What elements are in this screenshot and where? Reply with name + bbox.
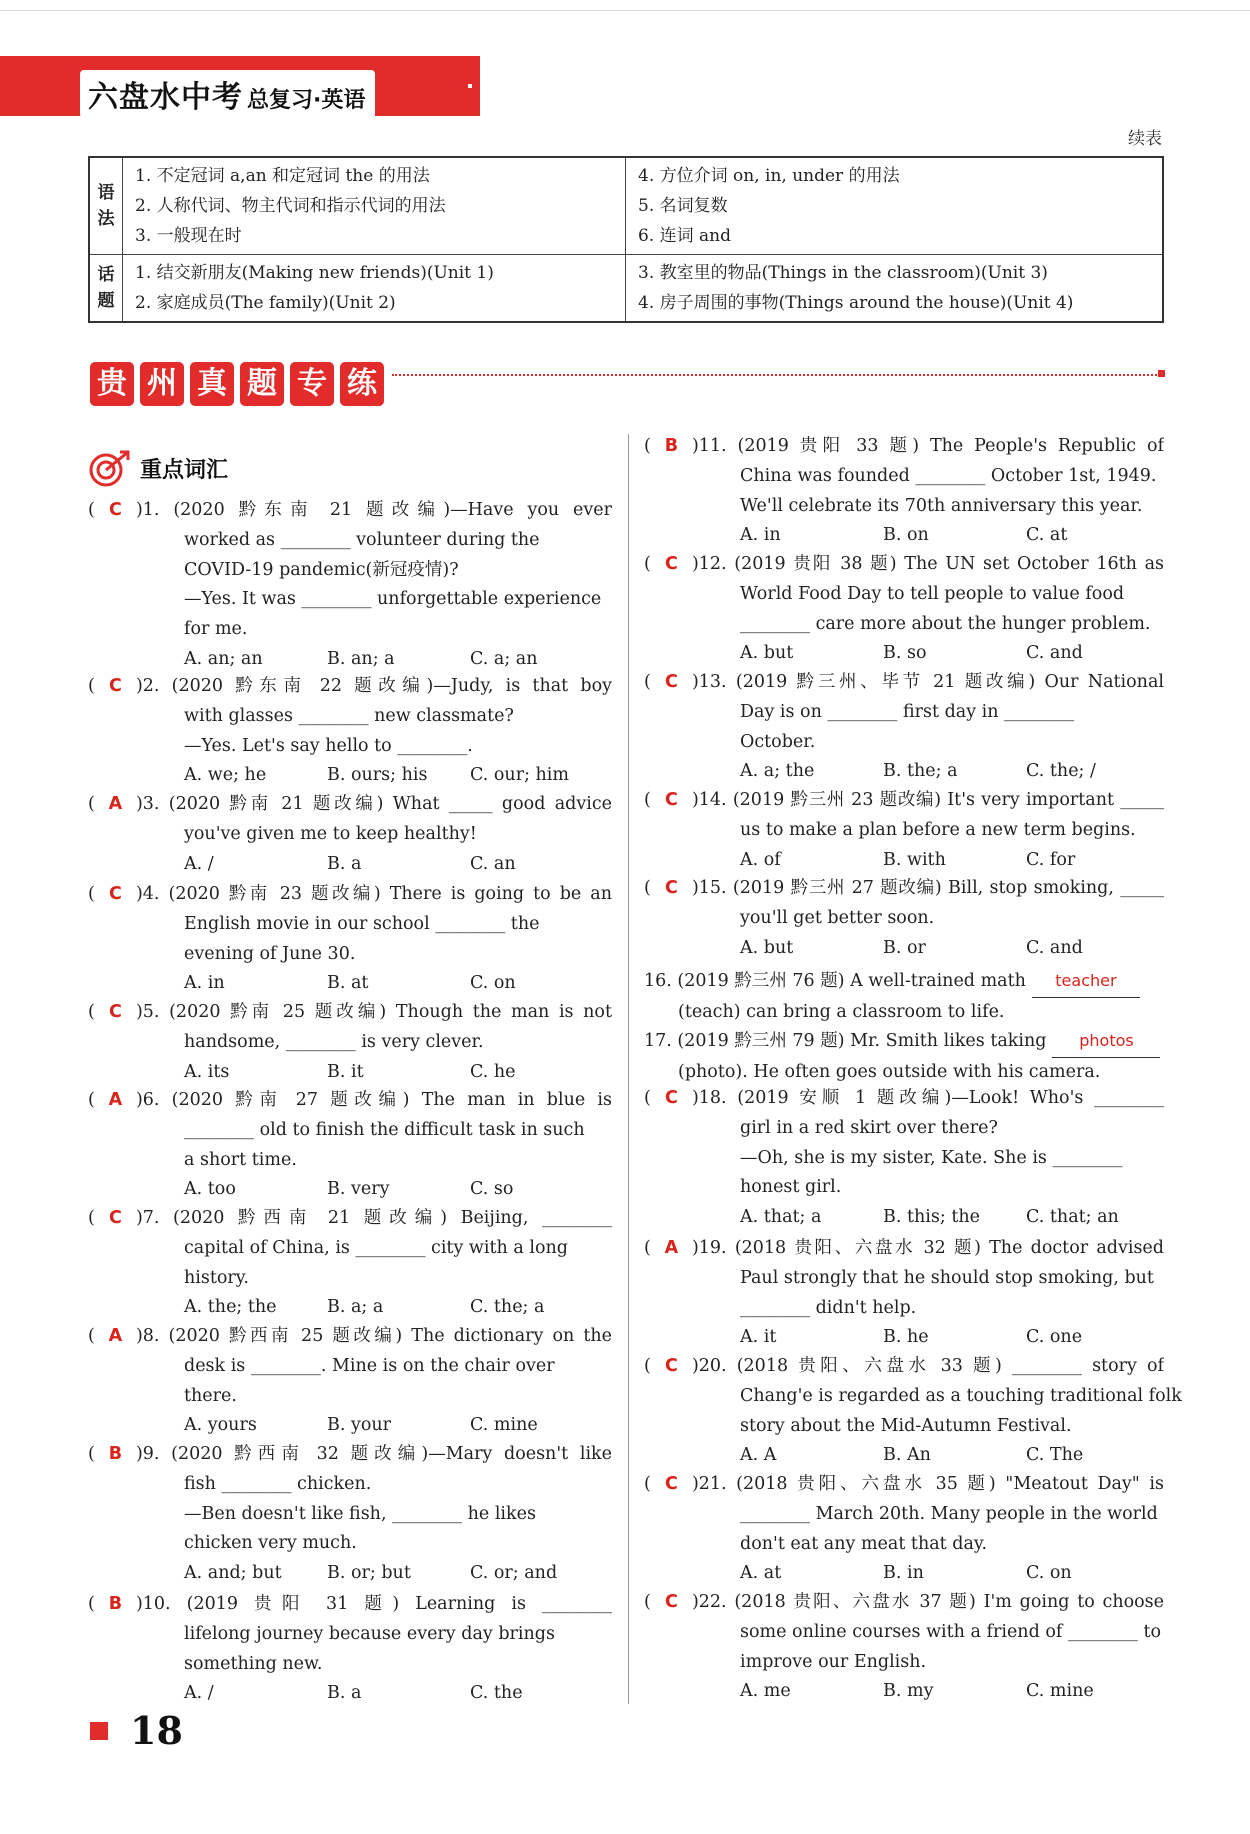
- option-choice: A. A: [740, 1445, 777, 1466]
- option-choice: B. he: [883, 1327, 929, 1348]
- question-line: —Oh, she is my sister, Kate. She is ________: [740, 1147, 1123, 1168]
- answer-letter: A: [108, 1090, 123, 1110]
- option-choice: B. my: [883, 1681, 934, 1702]
- answer-bracket: ( C ): [88, 880, 143, 910]
- option-choice: C. an: [470, 853, 516, 874]
- answer-bracket: ( B ): [644, 432, 699, 462]
- question-item: [88, 880, 612, 999]
- question-line: there.: [184, 1385, 237, 1406]
- option-choice: C. our; him: [470, 765, 569, 786]
- answer-letter: A: [108, 1326, 123, 1346]
- answer-bracket: ( C ): [644, 786, 699, 816]
- question-item: [88, 790, 612, 879]
- question-line: a short time.: [184, 1149, 297, 1170]
- question-line: desk is ________. Mine is on the chair over: [184, 1355, 555, 1376]
- syllabus-item: 3. 一般现在时: [135, 226, 242, 246]
- option-choice: A. at: [740, 1563, 782, 1584]
- answer-letter: B: [108, 1594, 123, 1614]
- target-arrow-icon: [88, 448, 132, 488]
- option-choice: B. your: [327, 1415, 392, 1436]
- option-choice: A. a; the: [740, 761, 815, 782]
- answer-letter: C: [664, 1474, 678, 1494]
- syllabus-item: 6. 连词 and: [638, 226, 731, 246]
- option-choice: B. a; a: [327, 1297, 384, 1318]
- option-choice: C. and: [1026, 937, 1083, 958]
- option-row: [644, 639, 1164, 669]
- question-text: 1. (2020 黔东南 21 题改编)—Have you ever: [142, 500, 612, 520]
- answer-letter: C: [664, 878, 678, 898]
- row-label: [89, 157, 123, 255]
- option-choice: A. that; a: [740, 1207, 822, 1228]
- question-line: [88, 496, 612, 526]
- syllabus-item: 5. 名词复数: [638, 196, 728, 216]
- question-text: 12. (2019 贵阳 38 题) The UN set October 16th as: [698, 554, 1164, 574]
- option-choice: A. but: [740, 937, 794, 958]
- question-line: —Yes. Let's say hello to ________.: [184, 735, 473, 756]
- answer-bracket: ( C ): [644, 668, 699, 698]
- question-line: [88, 998, 612, 1028]
- option-row: [644, 846, 1164, 876]
- question-text: 2. (2020 黔东南 22 题改编)—Judy, is that boy: [142, 676, 612, 696]
- header-banner: [0, 56, 480, 116]
- question-line: honest girl.: [740, 1177, 842, 1198]
- question-item: [644, 1084, 1164, 1233]
- question-item: [88, 1440, 612, 1589]
- syllabus-left-cell: [123, 255, 626, 323]
- answer-bracket: ( A ): [88, 1322, 143, 1352]
- page-number: 18: [130, 1708, 183, 1753]
- fill-answer: photos: [1079, 1031, 1134, 1050]
- answer-bracket: ( C ): [644, 1588, 699, 1618]
- option-choice: C. and: [1026, 643, 1083, 664]
- option-choice: C. the; /: [1026, 761, 1096, 782]
- option-row: [644, 934, 1164, 964]
- section-heading-char: 州: [140, 362, 184, 406]
- page-number-marker: [90, 1722, 108, 1740]
- question-line: [644, 1588, 1164, 1618]
- answer-bracket: ( A ): [88, 1086, 143, 1116]
- question-line: [644, 1470, 1164, 1500]
- answer-letter: C: [108, 1002, 122, 1022]
- syllabus-right-cell: [626, 255, 1164, 323]
- option-choice: B. on: [883, 525, 929, 546]
- question-text: 14. (2019 黔三州 23 题改编) It's very important _____: [698, 790, 1164, 810]
- question-line: [644, 1234, 1164, 1264]
- question-text: 11. (2019 贵阳 33 题) The People's Republic of: [698, 436, 1164, 456]
- answer-bracket: ( C ): [88, 998, 143, 1028]
- option-row: [644, 1203, 1164, 1233]
- option-row: [88, 645, 612, 675]
- question-item: [644, 786, 1164, 875]
- subsection-heading: [88, 448, 228, 488]
- option-row: [88, 1411, 612, 1441]
- question-item: [644, 668, 1164, 787]
- answer-bracket: ( C ): [88, 496, 143, 526]
- question-line: Paul strongly that he should stop smoking, but: [740, 1267, 1154, 1288]
- syllabus-right-cell: [626, 157, 1164, 255]
- option-row: [644, 1559, 1164, 1589]
- question-line: don't eat any meat that day.: [740, 1533, 988, 1554]
- question-line: World Food Day to tell people to value food: [740, 583, 1125, 604]
- question-line: ________ March 20th. Many people in the world: [740, 1503, 1158, 1524]
- book-subtitle: 总复习·英语: [247, 88, 366, 113]
- question-item: [644, 1026, 1164, 1088]
- question-item: [644, 1470, 1164, 1589]
- question-line: lifelong journey because every day brings: [184, 1623, 555, 1644]
- option-choice: C. that; an: [1026, 1207, 1119, 1228]
- question-line: chicken very much.: [184, 1533, 357, 1554]
- question-line: [88, 790, 612, 820]
- question-line: you'll get better soon.: [740, 907, 935, 928]
- option-choice: C. for: [1026, 849, 1076, 870]
- answer-bracket: ( C ): [644, 1470, 699, 1500]
- question-line: October.: [740, 731, 816, 752]
- question-item: [88, 1204, 612, 1323]
- answer-letter: A: [664, 1238, 679, 1258]
- section-heading-char: 题: [240, 362, 284, 406]
- option-choice: A. the; the: [184, 1297, 277, 1318]
- row-label: [89, 255, 123, 323]
- question-line: —Ben doesn't like fish, ________ he likes: [184, 1503, 536, 1524]
- question-line: [644, 874, 1164, 904]
- answer-bracket: ( C ): [644, 874, 699, 904]
- option-choice: A. yours: [184, 1415, 257, 1436]
- question-item: [88, 1322, 612, 1441]
- question-line: Day is on ________ first day in ________: [740, 701, 1075, 722]
- option-choice: A. /: [184, 1683, 214, 1704]
- question-line: (teach) can bring a classroom to life.: [678, 1001, 1005, 1022]
- book-title-badge: [80, 70, 375, 118]
- option-choice: B. very: [327, 1179, 390, 1200]
- syllabus-left-cell: [123, 157, 626, 255]
- row-label-text: 语法: [97, 183, 115, 229]
- option-choice: C. mine: [1026, 1681, 1094, 1702]
- option-choice: C. so: [470, 1179, 514, 1200]
- option-choice: B. it: [327, 1061, 364, 1082]
- option-choice: B. or: [883, 937, 926, 958]
- option-row: [88, 850, 612, 880]
- fill-blank: [1052, 1026, 1160, 1058]
- option-choice: C. the; a: [470, 1297, 545, 1318]
- answer-letter: C: [664, 1356, 678, 1376]
- question-line: [644, 966, 1164, 998]
- answer-letter: C: [108, 676, 122, 696]
- subsection-title: 重点词汇: [140, 457, 229, 483]
- option-choice: A. its: [184, 1061, 230, 1082]
- answer-bracket: ( A ): [644, 1234, 699, 1264]
- question-line: China was founded ________ October 1st, 1949.: [740, 465, 1157, 486]
- option-choice: B. a: [327, 853, 362, 874]
- question-text: 15. (2019 黔三州 27 题改编) Bill, stop smoking, _____: [698, 878, 1164, 898]
- question-line: you've given me to keep healthy!: [184, 823, 477, 844]
- answer-letter: C: [664, 1592, 678, 1612]
- section-heading-char: 专: [290, 362, 334, 406]
- option-choice: A. we; he: [184, 765, 267, 786]
- answer-letter: C: [108, 884, 122, 904]
- question-line: COVID-19 pandemic(新冠疫情)?: [184, 559, 459, 580]
- question-line: capital of China, is ________ city with a long: [184, 1237, 568, 1258]
- question-line: [644, 432, 1164, 462]
- option-choice: A. too: [184, 1179, 236, 1200]
- question-line: —Yes. It was ________ unforgettable experience: [184, 589, 602, 610]
- banner-dot: [468, 84, 472, 88]
- question-line: ________ care more about the hunger problem.: [740, 613, 1151, 634]
- option-choice: B. in: [883, 1563, 924, 1584]
- question-text: 8. (2020 黔西南 25 题改编) The dictionary on the: [142, 1326, 612, 1346]
- question-text: 7. (2020 黔西南 21 题改编) Beijing, ________: [142, 1208, 612, 1228]
- question-line: [644, 786, 1164, 816]
- question-line: [88, 1440, 612, 1470]
- answer-letter: C: [664, 554, 678, 574]
- answer-bracket: ( C ): [644, 1352, 699, 1382]
- question-line: girl in a red skirt over there?: [740, 1117, 998, 1138]
- option-choice: A. in: [184, 973, 225, 994]
- syllabus-item: 2. 人称代词、物主代词和指示代词的用法: [135, 196, 446, 216]
- question-line: [644, 1352, 1164, 1382]
- section-heading-char: 练: [340, 362, 384, 406]
- answer-bracket: ( B ): [88, 1440, 143, 1470]
- section-dotted-rule: [392, 374, 1160, 376]
- option-choice: C. The: [1026, 1445, 1084, 1466]
- option-row: [644, 1441, 1164, 1471]
- question-line: [644, 1084, 1164, 1114]
- option-choice: A. but: [740, 643, 794, 664]
- question-text: 4. (2020 黔南 23 题改编) There is going to be an: [142, 884, 612, 904]
- option-row: [88, 1679, 612, 1709]
- question-text: 9. (2020 黔西南 32 题改编)—Mary doesn't like: [142, 1444, 612, 1464]
- book-title: 六盘水中考: [88, 80, 243, 115]
- question-item: [644, 966, 1164, 1028]
- option-choice: C. or; and: [470, 1563, 558, 1584]
- question-line: [88, 880, 612, 910]
- section-heading-char: 真: [190, 362, 234, 406]
- question-line: us to make a plan before a new term begins.: [740, 819, 1136, 840]
- section-rule-end: [1158, 370, 1165, 377]
- table-continued-label: 续表: [1128, 129, 1162, 149]
- question-text: 3. (2020 黔南 21 题改编) What _____ good advice: [142, 794, 612, 814]
- option-row: [644, 757, 1164, 787]
- option-row: [88, 1175, 612, 1205]
- question-text: 17. (2019 黔三州 79 题) Mr. Smith likes taking: [644, 1031, 1047, 1051]
- option-choice: C. one: [1026, 1327, 1083, 1348]
- option-choice: A. of: [740, 849, 781, 870]
- question-line: English movie in our school ________ the: [184, 913, 540, 934]
- option-row: [88, 761, 612, 791]
- question-line: evening of June 30.: [184, 943, 356, 964]
- option-choice: B. at: [327, 973, 369, 994]
- option-row: [644, 521, 1164, 551]
- question-line: [644, 1026, 1164, 1058]
- option-choice: C. on: [1026, 1563, 1072, 1584]
- answer-bracket: ( C ): [88, 672, 143, 702]
- question-text: 19. (2018 贵阳、六盘水 32 题) The doctor advised: [698, 1238, 1164, 1258]
- option-row: [644, 1323, 1164, 1353]
- question-item: [644, 432, 1164, 551]
- answer-letter: C: [108, 1208, 122, 1228]
- question-line: [88, 1590, 612, 1620]
- section-heading-char: 贵: [90, 362, 134, 406]
- syllabus-item: 4. 方位介词 on, in, under 的用法: [638, 166, 900, 186]
- top-rule: [0, 10, 1250, 11]
- question-text: 10. (2019 贵阳 31 题) Learning is ________: [142, 1594, 612, 1614]
- option-choice: B. the; a: [883, 761, 958, 782]
- syllabus-row-grammar: [89, 157, 1163, 255]
- option-choice: A. an; an: [184, 648, 263, 669]
- question-item: [644, 1588, 1164, 1707]
- question-line: for me.: [184, 619, 248, 640]
- option-choice: B. this; the: [883, 1207, 980, 1228]
- option-choice: C. the: [470, 1683, 523, 1704]
- syllabus-item: 4. 房子周围的事物(Things around the house)(Unit 4): [638, 293, 1074, 313]
- question-line: [88, 672, 612, 702]
- syllabus-item: 1. 结交新朋友(Making new friends)(Unit 1): [135, 263, 494, 283]
- question-line: improve our English.: [740, 1651, 927, 1672]
- option-row: [644, 1677, 1164, 1707]
- question-text: 20. (2018 贵阳、六盘水 33 题) ________ story of: [698, 1356, 1164, 1376]
- answer-bracket: ( A ): [88, 790, 143, 820]
- fill-answer: teacher: [1055, 971, 1117, 990]
- option-choice: B. so: [883, 643, 927, 664]
- answer-letter: B: [664, 436, 679, 456]
- question-item: [644, 874, 1164, 963]
- question-line: something new.: [184, 1653, 323, 1674]
- answer-bracket: ( C ): [88, 1204, 143, 1234]
- question-line: [644, 668, 1164, 698]
- answer-letter: C: [664, 1088, 678, 1108]
- question-line: [88, 1086, 612, 1116]
- syllabus-item: 3. 教室里的物品(Things in the classroom)(Unit 3): [638, 263, 1048, 283]
- option-choice: B. with: [883, 849, 946, 870]
- option-row: [88, 1293, 612, 1323]
- option-choice: C. on: [470, 973, 516, 994]
- option-choice: A. me: [740, 1681, 791, 1702]
- question-text: 22. (2018 贵阳、六盘水 37 题) I'm going to choose: [698, 1592, 1164, 1612]
- question-text: 18. (2019 安顺 1 题改编)—Look! Who's ________: [698, 1088, 1164, 1108]
- question-line: worked as ________ volunteer during the: [184, 529, 540, 550]
- answer-bracket: ( C ): [644, 1084, 699, 1114]
- question-line: story about the Mid-Autumn Festival.: [740, 1415, 1072, 1436]
- question-line: [88, 1204, 612, 1234]
- syllabus-table: [88, 156, 1164, 323]
- option-row: [88, 1559, 612, 1589]
- answer-letter: B: [108, 1444, 123, 1464]
- question-text: 21. (2018 贵阳、六盘水 35 题) "Meatout Day" is: [698, 1474, 1164, 1494]
- option-choice: B. An: [883, 1445, 931, 1466]
- question-item: [644, 1352, 1182, 1471]
- question-item: [644, 550, 1164, 669]
- option-row: [88, 1058, 612, 1088]
- question-item: [88, 672, 612, 791]
- syllabus-item: 2. 家庭成员(The family)(Unit 2): [135, 293, 396, 313]
- option-choice: A. and; but: [184, 1563, 282, 1584]
- question-item: [88, 1590, 612, 1709]
- question-item: [644, 1234, 1164, 1353]
- question-line: ________ didn't help.: [740, 1297, 917, 1318]
- question-line: We'll celebrate its 70th anniversary this year.: [740, 495, 1143, 516]
- option-choice: C. at: [1026, 525, 1068, 546]
- option-choice: A. in: [740, 525, 781, 546]
- question-item: [88, 496, 612, 675]
- option-row: [88, 969, 612, 999]
- fill-blank: [1032, 966, 1140, 998]
- option-choice: B. an; a: [327, 648, 395, 669]
- question-line: [88, 1322, 612, 1352]
- section-heading: [90, 362, 384, 406]
- question-line: fish ________ chicken.: [184, 1473, 372, 1494]
- option-choice: B. or; but: [327, 1563, 411, 1584]
- question-line: ________ old to finish the difficult task in such: [184, 1119, 585, 1140]
- answer-letter: C: [108, 500, 122, 520]
- question-item: [88, 1086, 612, 1205]
- question-text: 5. (2020 黔南 25 题改编) Though the man is not: [142, 1002, 612, 1022]
- question-text: 6. (2020 黔南 27 题改编) The man in blue is: [142, 1090, 612, 1110]
- question-line: (photo). He often goes outside with his camera.: [678, 1061, 1101, 1082]
- question-item: [88, 998, 612, 1087]
- option-choice: C. mine: [470, 1415, 538, 1436]
- answer-letter: A: [108, 794, 123, 814]
- answer-bracket: ( C ): [644, 550, 699, 580]
- question-text: 13. (2019 黔三州、毕节 21 题改编) Our National: [698, 672, 1164, 692]
- option-choice: A. it: [740, 1327, 777, 1348]
- column-divider: [628, 434, 629, 1704]
- option-choice: B. ours; his: [327, 765, 428, 786]
- answer-letter: C: [664, 790, 678, 810]
- question-line: with glasses ________ new classmate?: [184, 705, 514, 726]
- question-line: handsome, ________ is very clever.: [184, 1031, 484, 1052]
- syllabus-item: 1. 不定冠词 a,an 和定冠词 the 的用法: [135, 166, 430, 186]
- question-text: 16. (2019 黔三州 76 题) A well-trained math: [644, 971, 1026, 991]
- question-line: Chang'e is regarded as a touching traditional folk: [740, 1385, 1182, 1406]
- question-line: history.: [184, 1267, 249, 1288]
- question-line: [644, 550, 1164, 580]
- option-choice: A. /: [184, 853, 214, 874]
- option-choice: C. a; an: [470, 648, 538, 669]
- option-choice: C. he: [470, 1061, 516, 1082]
- answer-bracket: ( B ): [88, 1590, 143, 1620]
- answer-letter: C: [664, 672, 678, 692]
- syllabus-row-topic: [89, 255, 1163, 323]
- row-label-text: 话题: [97, 265, 115, 311]
- option-choice: B. a: [327, 1683, 362, 1704]
- question-line: some online courses with a friend of ________ to: [740, 1621, 1162, 1642]
